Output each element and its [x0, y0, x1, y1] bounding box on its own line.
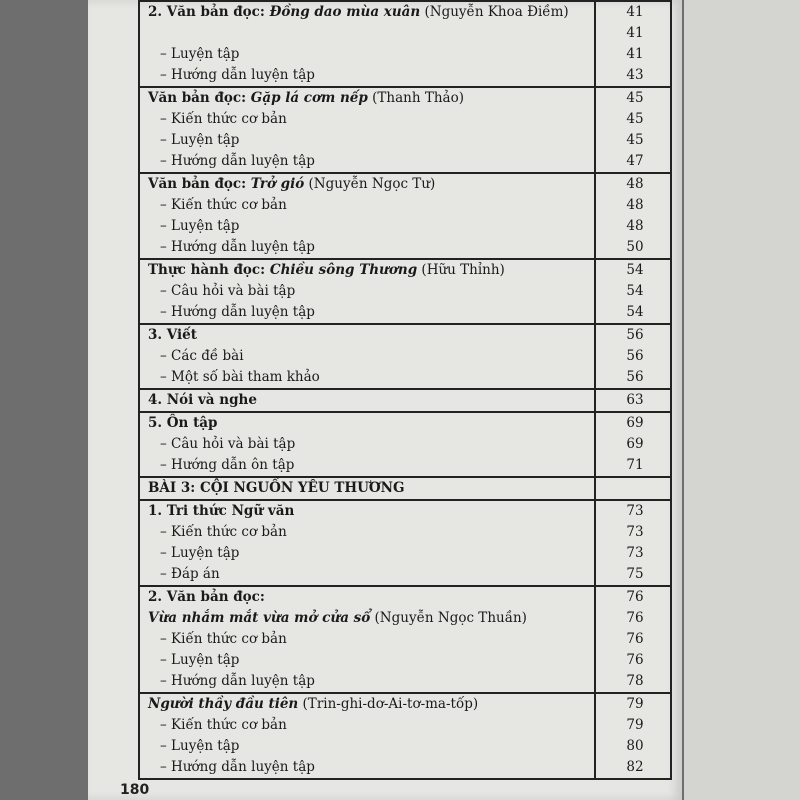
- toc-entry-text: [148, 325, 197, 346]
- toc-row: [140, 671, 670, 692]
- toc-entry-text: – Kiến thức cơ bản: [160, 111, 287, 127]
- entry-heading: Văn bản đọc:: [148, 176, 251, 192]
- toc-row: [140, 2, 670, 23]
- toc-page-number: 50: [626, 239, 644, 255]
- toc-entry-text: – Luyện tập: [160, 218, 240, 234]
- toc-row: [140, 501, 670, 522]
- toc-section: [138, 390, 672, 413]
- toc-page-number: 82: [626, 759, 644, 775]
- toc-entry-text: – Đáp án: [160, 566, 220, 582]
- toc-row: [140, 195, 670, 216]
- toc-entry-text: – Một số bài tham khảo: [160, 369, 320, 385]
- toc-page-number: 56: [626, 369, 644, 385]
- toc-entry-text: [148, 608, 527, 629]
- toc-page-number: 79: [626, 696, 644, 712]
- toc-entry-text: [148, 478, 405, 499]
- toc-section: [138, 501, 672, 587]
- toc-entry-text: – Câu hỏi và bài tập: [160, 283, 296, 299]
- toc-row: [140, 757, 670, 778]
- entry-heading: Thực hành đọc:: [148, 262, 270, 278]
- toc-page-number: 48: [626, 218, 644, 234]
- toc-page-number: 54: [626, 283, 644, 299]
- toc-page-number: 47: [626, 153, 644, 169]
- toc-entry-text: – Hướng dẫn luyện tập: [160, 304, 315, 320]
- toc-entry-text: [148, 413, 218, 434]
- entry-work-title: Chiều sông Thương: [269, 262, 418, 278]
- toc-row: [140, 434, 670, 455]
- entry-heading: Văn bản đọc:: [148, 90, 251, 106]
- toc-page-number: 54: [626, 304, 644, 320]
- toc-page-number: 45: [626, 111, 644, 127]
- toc-page-number: 75: [626, 566, 644, 582]
- toc-row: [140, 151, 670, 172]
- toc-page-number: 79: [626, 717, 644, 733]
- toc-entry-text: [148, 2, 569, 23]
- entry-work-title: Đồng dao mùa xuân: [269, 4, 421, 20]
- toc-page-number: 73: [626, 524, 644, 540]
- toc-row: [140, 478, 670, 499]
- toc-entry-text: – Hướng dẫn luyện tập: [160, 239, 315, 255]
- adjacent-page: [684, 0, 800, 800]
- toc-row: [140, 522, 670, 543]
- toc-entry-text: [148, 88, 464, 109]
- toc-section: [138, 260, 672, 325]
- toc-page-number: 80: [626, 738, 644, 754]
- toc-page-number: 41: [626, 4, 644, 20]
- toc-entry-text: – Luyện tập: [160, 545, 240, 561]
- toc-row: [140, 130, 670, 151]
- toc-entry-text: – Kiến thức cơ bản: [160, 717, 287, 733]
- toc-row: [140, 260, 670, 281]
- toc-page-number: 45: [626, 132, 644, 148]
- toc-entry-text: – Luyện tập: [160, 46, 240, 62]
- toc-page-number: 71: [626, 457, 644, 473]
- toc-row: [140, 346, 670, 367]
- entry-author: (Nguyễn Khoa Điềm): [420, 4, 569, 20]
- toc-page-number: 56: [626, 327, 644, 343]
- toc-entry-text: – Câu hỏi và bài tập: [160, 436, 296, 452]
- toc-row: [140, 367, 670, 388]
- toc-row: [140, 237, 670, 258]
- toc-page-number: 45: [626, 90, 644, 106]
- entry-work-title: Gặp lá cơm nếp: [250, 90, 368, 106]
- toc-row: [140, 694, 670, 715]
- toc-page-number: 76: [626, 631, 644, 647]
- toc-row: [140, 174, 670, 195]
- toc-entry-text: – Các đề bài: [160, 348, 244, 364]
- entry-author: (Nguyễn Ngọc Thuần): [370, 610, 527, 626]
- toc-row: [140, 302, 670, 323]
- toc-page-number: 76: [626, 652, 644, 668]
- toc-entry-text: [148, 260, 505, 281]
- toc-section: [138, 88, 672, 174]
- toc-row: [140, 44, 670, 65]
- toc-page-number: 78: [626, 673, 644, 689]
- toc-row: [140, 413, 670, 434]
- toc-page-number: 56: [626, 348, 644, 364]
- toc-section: [138, 325, 672, 390]
- entry-heading: 2. Văn bản đọc:: [148, 4, 270, 20]
- toc-entry-text: – Kiến thức cơ bản: [160, 631, 287, 647]
- toc-entry-text: – Luyện tập: [160, 132, 240, 148]
- toc-entry-text: – Hướng dẫn luyện tập: [160, 153, 315, 169]
- toc-row: [140, 608, 670, 629]
- toc-page-number: 41: [626, 46, 644, 62]
- toc-page-number: 76: [626, 610, 644, 626]
- entry-heading: 3. Viết: [148, 327, 197, 343]
- toc-section: [138, 694, 672, 780]
- entry-author: (Trin-ghi-dơ-Ai-tơ-ma-tốp): [298, 696, 479, 712]
- toc-page-number: 69: [626, 436, 644, 452]
- toc-entry-text: – Hướng dẫn ôn tập: [160, 457, 295, 473]
- toc-page-number: 48: [626, 176, 644, 192]
- toc-row: [140, 715, 670, 736]
- toc-page-number: 73: [626, 545, 644, 561]
- toc-entry-text: [148, 694, 478, 715]
- toc-page-number: 76: [626, 589, 644, 605]
- page-number: 180: [120, 782, 150, 798]
- toc-page-number: 48: [626, 197, 644, 213]
- toc-entry-text: – Luyện tập: [160, 738, 240, 754]
- entry-author: (Hữu Thỉnh): [417, 262, 505, 278]
- entry-heading: BÀI 3: CỘI NGUỒN YÊU THƯƠNG: [148, 480, 405, 496]
- toc-section: [138, 587, 672, 694]
- toc-row: [140, 564, 670, 585]
- toc-page-number: 54: [626, 262, 644, 278]
- toc-row: [140, 109, 670, 130]
- entry-heading: 2. Văn bản đọc:: [148, 589, 265, 605]
- toc-page-number: 43: [626, 67, 644, 83]
- toc-entry-text: [148, 587, 265, 608]
- entry-work-title: Người thầy đầu tiên: [148, 696, 299, 712]
- toc-entry-text: – Luyện tập: [160, 652, 240, 668]
- toc-row: [140, 650, 670, 671]
- entry-author: (Nguyễn Ngọc Tư): [304, 176, 436, 192]
- toc-page-number: 69: [626, 415, 644, 431]
- toc-row: [140, 216, 670, 237]
- entry-work-title: Trở gió: [250, 176, 305, 192]
- toc-row: [140, 65, 670, 86]
- toc-entry-text: [148, 501, 294, 522]
- toc-entry-text: – Kiến thức cơ bản: [160, 197, 287, 213]
- entry-author: (Thanh Thảo): [367, 90, 464, 106]
- toc-row: [140, 88, 670, 109]
- toc-row: [140, 736, 670, 757]
- toc-section: [138, 0, 672, 88]
- toc-row: [140, 281, 670, 302]
- toc-entry-text: [148, 390, 257, 411]
- toc-entry-text: – Hướng dẫn luyện tập: [160, 673, 315, 689]
- toc-row: [140, 455, 670, 476]
- toc-row: [140, 390, 670, 411]
- entry-work-title: Vừa nhắm mắt vừa mở cửa sổ: [148, 610, 371, 626]
- entry-heading: 1. Tri thức Ngữ văn: [148, 503, 295, 519]
- toc-row: [140, 23, 670, 44]
- toc-page-number: 63: [626, 392, 644, 408]
- table-of-contents: [138, 0, 672, 780]
- toc-section: [138, 174, 672, 260]
- toc-page-number: 41: [626, 25, 644, 41]
- entry-heading: 4. Nói và nghe: [148, 392, 257, 408]
- toc-row: [140, 325, 670, 346]
- toc-row: [140, 587, 670, 608]
- entry-heading: 5. Ôn tập: [148, 415, 218, 431]
- toc-page-number: 73: [626, 503, 644, 519]
- toc-section: [138, 413, 672, 478]
- toc-entry-text: – Hướng dẫn luyện tập: [160, 67, 315, 83]
- toc-entry-text: [148, 174, 435, 195]
- toc-section: [138, 478, 672, 501]
- toc-row: [140, 543, 670, 564]
- toc-row: [140, 629, 670, 650]
- toc-entry-text: – Hướng dẫn luyện tập: [160, 759, 315, 775]
- toc-entry-text: – Kiến thức cơ bản: [160, 524, 287, 540]
